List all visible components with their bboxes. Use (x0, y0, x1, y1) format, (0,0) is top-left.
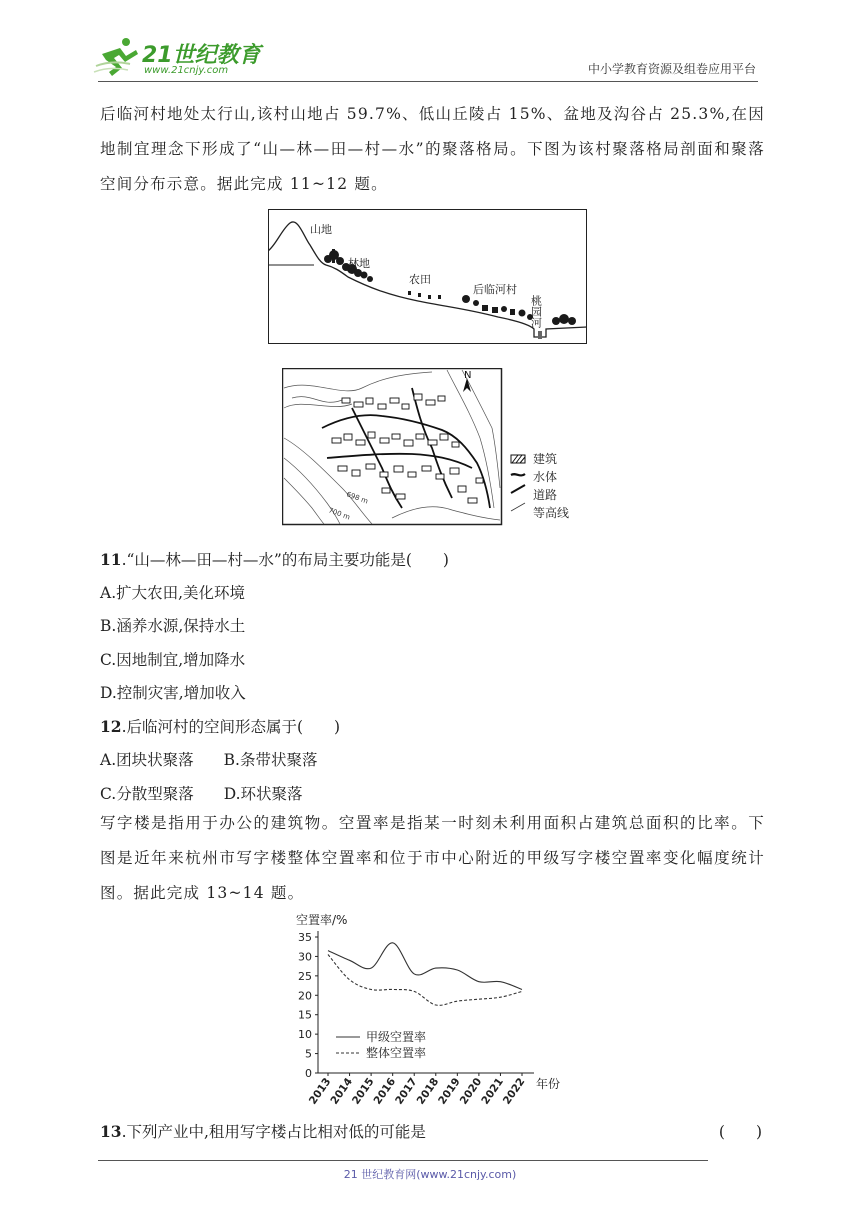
y-tick-label: 15 (298, 1008, 312, 1022)
settlement-map-figure (282, 368, 582, 532)
label-river: 桃园河 (529, 295, 543, 328)
legend-contour: 等高线 (533, 506, 570, 520)
label-forest: 林地 (348, 257, 370, 270)
series-line-2 (328, 954, 522, 1005)
intro-paragraph-2: 写字楼是指用于办公的建筑物。空置率是指某一时刻未利用面积占建筑总面积的比率。下图是近年来杭州市写字楼整体空置率和位于市中心附近的甲级写字楼空置率变化幅度统计图。据此完成 13~14 题。 (100, 814, 765, 902)
question-12: 12.后临河村的空间形态属于( ) (100, 717, 341, 736)
q12-option-d: D.环状聚落 (223, 785, 303, 803)
logo-url: www.21cnjy.com (144, 65, 229, 76)
label-farmland: 农田 (409, 273, 431, 286)
intro-paragraph-1: 后临河村地处太行山,该村山地占 59.7%、低山丘陵占 15%、盆地及沟谷占 25.3%,在因地制宜理念下形成了“山—林—田—村—水”的聚落格局。下图为该村聚落格局剖面和聚落空间分布示意。据此完成 11~12 题。 (100, 105, 765, 193)
x-tick-label: 2013 (306, 1075, 334, 1107)
contour-label-698: 698 m (345, 490, 370, 506)
q12-option-c: C.分散型聚落 (100, 785, 194, 803)
legend-building: 建筑 (533, 452, 558, 466)
x-tick-label: 2014 (328, 1075, 356, 1107)
legend-water: 水体 (533, 470, 558, 484)
series-line-1 (328, 943, 522, 990)
x-tick-label: 2022 (500, 1075, 528, 1107)
q11-option-a: A.扩大农田,美化环境 (100, 584, 246, 602)
logo-text: 21世纪教育 (142, 43, 261, 68)
vacancy-rate-chart (288, 907, 578, 1111)
q12-options-row-1 (100, 748, 317, 770)
x-tick-label: 2019 (436, 1075, 463, 1107)
legend-label-2: 整体空置率 (366, 1046, 427, 1060)
footer-text: 21 世纪教育网(www.21cnjy.com) (343, 1168, 517, 1181)
label-mountain: 山地 (310, 223, 332, 236)
y-tick-label: 10 (298, 1028, 312, 1042)
label-village: 后临河村 (473, 283, 517, 296)
x-tick-label: 2020 (457, 1075, 485, 1107)
settlement-profile-figure (268, 209, 588, 349)
q12-options-row-2 (100, 782, 303, 804)
x-tick-label: 2016 (371, 1075, 399, 1107)
question-13: 13.下列产业中,租用写字楼占比相对低的可能是 (100, 1122, 426, 1141)
legend-contour-symbol (511, 503, 525, 511)
y-tick-label: 30 (298, 950, 312, 964)
contour-label-700: 700 m (327, 506, 352, 522)
question-11: 11.“山—林—田—村—水”的布局主要功能是( ) (100, 550, 449, 569)
x-tick-label: 2021 (479, 1075, 506, 1107)
x-tick-label: 2017 (393, 1075, 420, 1107)
y-tick-label: 25 (298, 969, 312, 983)
footer-divider (98, 1160, 708, 1161)
x-tick-label: 2018 (414, 1075, 442, 1107)
q13-answer-paren: ( ) (718, 1123, 762, 1141)
q12-option-a: A.团块状聚落 (100, 751, 194, 769)
legend-label-1: 甲级空置率 (366, 1030, 427, 1044)
q11-option-d: D.控制灾害,增加收入 (100, 684, 246, 702)
legend-road: 道路 (533, 488, 558, 502)
x-axis-label: 年份 (536, 1077, 561, 1091)
q11-option-c: C.因地制宜,增加降水 (100, 651, 246, 669)
y-tick-label: 20 (298, 989, 312, 1003)
q11-option-b: B.涵养水源,保持水土 (100, 617, 246, 635)
site-logo (92, 36, 262, 80)
y-axis-label: 空置率/% (296, 913, 348, 927)
y-tick-label: 5 (305, 1047, 312, 1061)
header-platform-text: 中小学教育资源及组卷应用平台 (587, 62, 756, 76)
legend-road-symbol (511, 485, 525, 493)
legend-water-symbol (511, 474, 525, 475)
header-divider (98, 81, 758, 82)
q12-option-b: B.条带状聚落 (223, 751, 318, 769)
x-tick-label: 2015 (349, 1075, 377, 1107)
y-tick-label: 0 (305, 1067, 312, 1080)
north-label: N (464, 370, 472, 381)
y-tick-label: 35 (298, 931, 312, 944)
